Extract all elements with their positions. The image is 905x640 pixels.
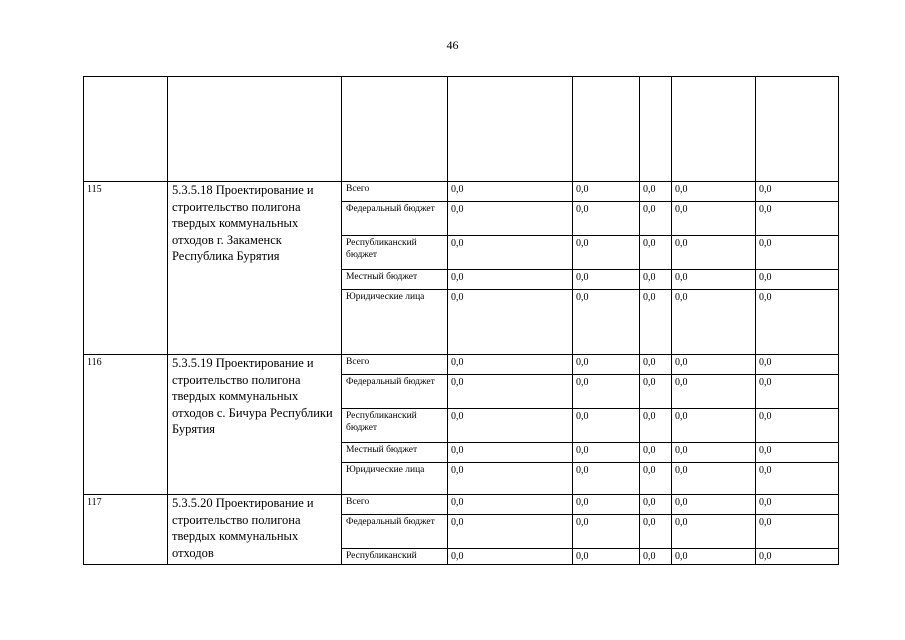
value-cell: 0,0 [756, 202, 839, 236]
activity-name: 5.3.5.19 Проектирование и строительство полигона твердых коммунальных отходов с. Бичура Республики Бурятия [168, 355, 342, 495]
budget-table [83, 76, 839, 565]
value-cell: 0,0 [448, 409, 573, 443]
value-cell: 0,0 [672, 375, 756, 409]
value-cell: 0,0 [756, 495, 839, 515]
value-cell: 0,0 [448, 355, 573, 375]
value-cell: 0,0 [573, 236, 640, 270]
empty-cell [448, 77, 573, 182]
value-cell: 0,0 [573, 202, 640, 236]
value-cell: 0,0 [573, 355, 640, 375]
value-cell: 0,0 [672, 355, 756, 375]
empty-cell [756, 77, 839, 182]
value-cell: 0,0 [448, 202, 573, 236]
value-cell: 0,0 [640, 375, 672, 409]
row-number: 116 [84, 355, 168, 495]
row-number: 115 [84, 182, 168, 355]
value-cell: 0,0 [448, 375, 573, 409]
funding-source: Федеральный бюджет [342, 515, 448, 549]
funding-source: Всего [342, 355, 448, 375]
value-cell: 0,0 [640, 463, 672, 495]
funding-source: Республиканский бюджет [342, 409, 448, 443]
funding-source: Республиканский бюджет [342, 236, 448, 270]
table-body [84, 77, 839, 565]
value-cell: 0,0 [573, 495, 640, 515]
value-cell: 0,0 [448, 515, 573, 549]
value-cell: 0,0 [672, 549, 756, 565]
value-cell: 0,0 [573, 443, 640, 463]
value-cell: 0,0 [573, 549, 640, 565]
funding-source: Федеральный бюджет [342, 202, 448, 236]
value-cell: 0,0 [756, 290, 839, 355]
value-cell: 0,0 [640, 549, 672, 565]
value-cell: 0,0 [573, 182, 640, 202]
value-cell: 0,0 [756, 463, 839, 495]
continuation-row [84, 77, 839, 182]
value-cell: 0,0 [573, 515, 640, 549]
value-cell: 0,0 [672, 202, 756, 236]
value-cell: 0,0 [640, 236, 672, 270]
activity-name: 5.3.5.18 Проектирование и строительство полигона твердых коммунальных отходов г. Закаменск Республика Бурятия [168, 182, 342, 355]
value-cell: 0,0 [672, 290, 756, 355]
value-cell: 0,0 [672, 463, 756, 495]
value-cell: 0,0 [640, 290, 672, 355]
value-cell: 0,0 [448, 495, 573, 515]
value-cell: 0,0 [756, 549, 839, 565]
value-cell: 0,0 [756, 375, 839, 409]
table-row [84, 495, 839, 515]
value-cell: 0,0 [672, 409, 756, 443]
funding-source: Юридические лица [342, 463, 448, 495]
value-cell: 0,0 [448, 463, 573, 495]
value-cell: 0,0 [756, 270, 839, 290]
funding-source: Республиканский [342, 549, 448, 565]
value-cell: 0,0 [672, 236, 756, 270]
value-cell: 0,0 [448, 443, 573, 463]
empty-cell [672, 77, 756, 182]
funding-source: Местный бюджет [342, 270, 448, 290]
value-cell: 0,0 [640, 495, 672, 515]
value-cell: 0,0 [573, 375, 640, 409]
page-number: 46 [446, 38, 459, 52]
funding-source: Федеральный бюджет [342, 375, 448, 409]
value-cell: 0,0 [448, 290, 573, 355]
funding-source: Юридические лица [342, 290, 448, 355]
value-cell: 0,0 [573, 290, 640, 355]
table-row [84, 182, 839, 202]
value-cell: 0,0 [448, 270, 573, 290]
empty-cell [342, 77, 448, 182]
funding-source: Местный бюджет [342, 443, 448, 463]
value-cell: 0,0 [640, 515, 672, 549]
empty-cell [168, 77, 342, 182]
value-cell: 0,0 [640, 355, 672, 375]
empty-cell [573, 77, 640, 182]
funding-source: Всего [342, 182, 448, 202]
value-cell: 0,0 [672, 515, 756, 549]
empty-cell [84, 77, 168, 182]
value-cell: 0,0 [756, 182, 839, 202]
value-cell: 0,0 [640, 182, 672, 202]
value-cell: 0,0 [672, 443, 756, 463]
value-cell: 0,0 [756, 236, 839, 270]
value-cell: 0,0 [756, 515, 839, 549]
value-cell: 0,0 [448, 182, 573, 202]
value-cell: 0,0 [756, 355, 839, 375]
value-cell: 0,0 [640, 270, 672, 290]
value-cell: 0,0 [573, 409, 640, 443]
value-cell: 0,0 [672, 182, 756, 202]
value-cell: 0,0 [756, 443, 839, 463]
activity-name: 5.3.5.20 Проектирование и строительство полигона твердых коммунальных отходов [168, 495, 342, 565]
value-cell: 0,0 [672, 270, 756, 290]
table-row [84, 355, 839, 375]
value-cell: 0,0 [573, 463, 640, 495]
value-cell: 0,0 [448, 236, 573, 270]
value-cell: 0,0 [448, 549, 573, 565]
row-number: 117 [84, 495, 168, 565]
funding-source: Всего [342, 495, 448, 515]
value-cell: 0,0 [640, 202, 672, 236]
empty-cell [640, 77, 672, 182]
value-cell: 0,0 [573, 270, 640, 290]
value-cell: 0,0 [640, 409, 672, 443]
value-cell: 0,0 [756, 409, 839, 443]
value-cell: 0,0 [672, 495, 756, 515]
value-cell: 0,0 [640, 443, 672, 463]
